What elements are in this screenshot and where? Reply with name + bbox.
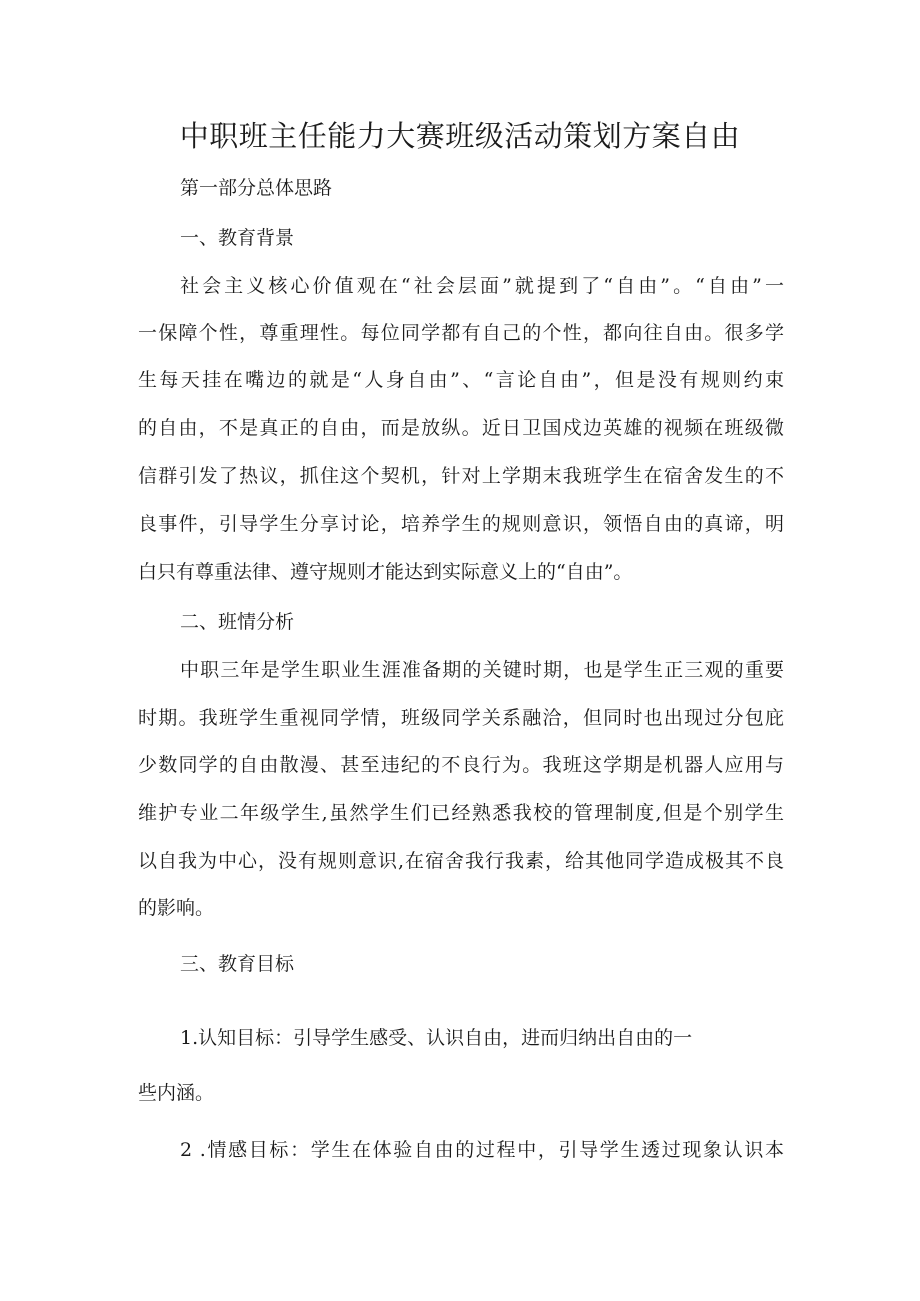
paragraph-line: 以自我为中心，没有规则意识,在宿舍我行我素，给其他同学造成极其不良 [138, 850, 784, 872]
paragraph-line: 的影响。 [138, 897, 215, 919]
paragraph-line: 良事件，引导学生分享讨论，培养学生的规则意识，领悟自由的真谛，明 [138, 513, 784, 535]
paragraph-line: 的自由，不是真正的自由，而是放纵。近日卫国戍边英雄的视频在班级微 [138, 417, 784, 439]
paragraph-line: 维护专业二年级学生,虽然学生们已经熟悉我校的管理制度,但是个别学生 [138, 802, 784, 824]
paragraph-line: 白只有尊重法律、遵守规则才能达到实际意义上的“自由”。 [138, 561, 633, 583]
paragraph-line: 生每天挂在嘴边的就是“人身自由”、“言论自由”，但是没有规则约束 [138, 369, 784, 391]
paragraph-line: 一保障个性，尊重理性。每位同学都有自己的个性，都向往自由。很多学 [138, 322, 784, 344]
goal-item-emotional: 2 .情感目标：学生在体验自由的过程中，引导学生透过现象认识本 [180, 1139, 784, 1161]
goal-item-cognitive-continued: 些内涵。 [138, 1082, 215, 1104]
section-heading-part-one: 第一部分总体思路 [180, 177, 333, 199]
document-title: 中职班主任能力大赛班级活动策划方案自由 [179, 119, 741, 153]
paragraph-line: 少数同学的自由散漫、甚至违纪的不良行为。我班这学期是机器人应用与 [138, 754, 784, 776]
paragraph-line: 中职三年是学生职业生涯准备期的关键时期，也是学生正三观的重要 [180, 659, 784, 681]
section-heading-background: 一、教育背景 [180, 227, 295, 249]
paragraph-line: 信群引发了热议，抓住这个契机，针对上学期末我班学生在宿舍发生的不 [138, 465, 784, 487]
section-heading-education-goals: 三、教育目标 [180, 953, 295, 975]
goal-item-cognitive: 1.认知目标：引导学生感受、认识自由，进而归纳出自由的一 [180, 1027, 693, 1049]
section-heading-class-analysis: 二、班情分析 [180, 611, 295, 633]
paragraph-line: 社会主义核心价值观在“社会层面”就提到了“自由”。“自由”一 [180, 275, 784, 297]
paragraph-line: 时期。我班学生重视同学情，班级同学关系融洽，但同时也出现过分包庇 [138, 707, 784, 729]
